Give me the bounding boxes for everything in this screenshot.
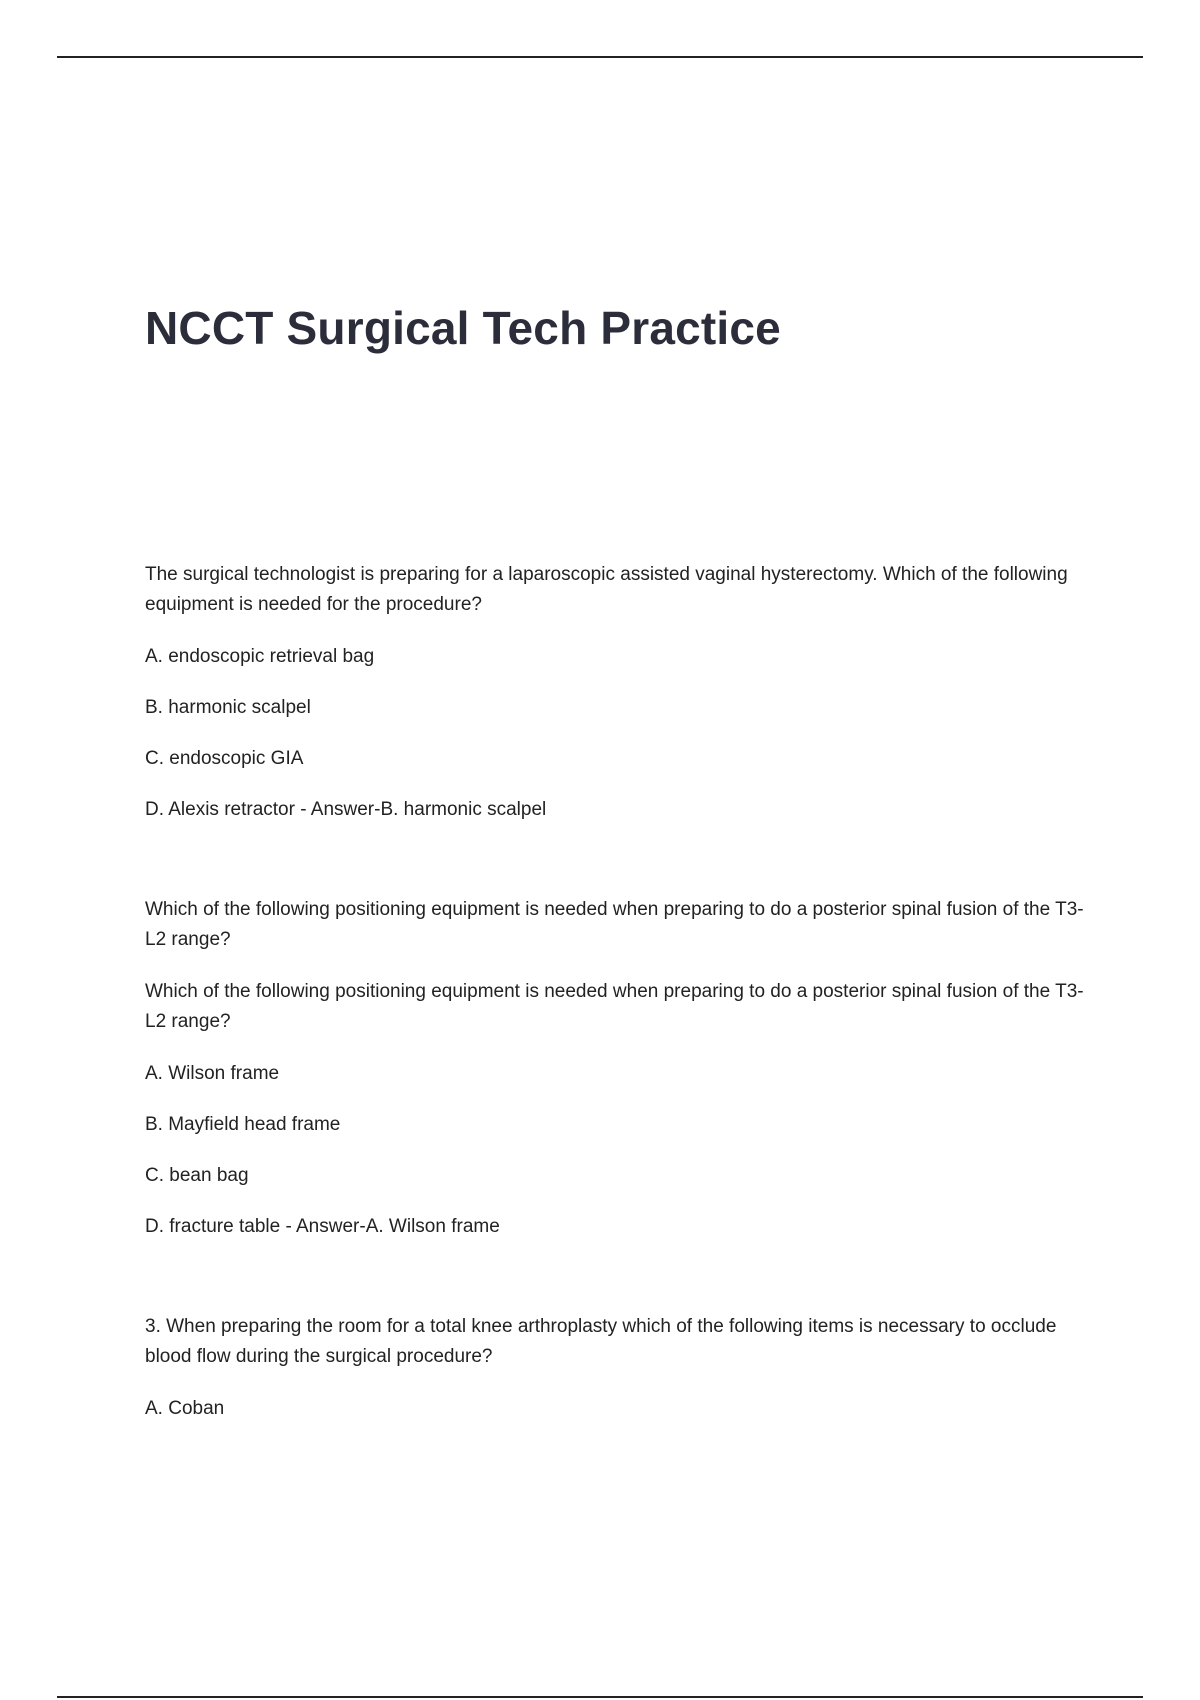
- answer-option: D. Alexis retractor - Answer-B. harmonic scalpel: [145, 799, 547, 820]
- section-spacer: [145, 1242, 1085, 1312]
- question-text: The surgical technologist is preparing for a laparoscopic assisted vaginal hysterectomy. Which of the following equipment is needed for the procedure?: [145, 564, 1068, 615]
- answer-option: C. endoscopic GIA: [145, 748, 304, 769]
- question-2: [145, 895, 1085, 1242]
- answer-option: B. harmonic scalpel: [145, 697, 311, 718]
- bottom-divider: [57, 1696, 1143, 1698]
- answer-option: A. Wilson frame: [145, 1063, 280, 1084]
- question-1: [145, 560, 1085, 825]
- question-3: [145, 1312, 1085, 1424]
- answer-option: B. Mayfield head frame: [145, 1114, 341, 1135]
- document-body: [145, 560, 1085, 1424]
- answer-option: C. bean bag: [145, 1165, 249, 1186]
- page-title: NCCT Surgical Tech Practice: [145, 302, 781, 354]
- top-divider: [57, 56, 1143, 58]
- answer-option: A. endoscopic retrieval bag: [145, 646, 375, 667]
- question-text: Which of the following positioning equipment is needed when preparing to do a posterior spinal fusion of the T3-L2 range?: [145, 981, 1084, 1032]
- question-text: 3. When preparing the room for a total knee arthroplasty which of the following items is necessary to occlude blood flow during the surgical procedure?: [145, 1316, 1057, 1367]
- section-spacer: [145, 825, 1085, 895]
- answer-option: D. fracture table - Answer-A. Wilson frame: [145, 1216, 500, 1237]
- answer-option: A. Coban: [145, 1398, 225, 1419]
- question-text: Which of the following positioning equipment is needed when preparing to do a posterior spinal fusion of the T3-L2 range?: [145, 899, 1084, 950]
